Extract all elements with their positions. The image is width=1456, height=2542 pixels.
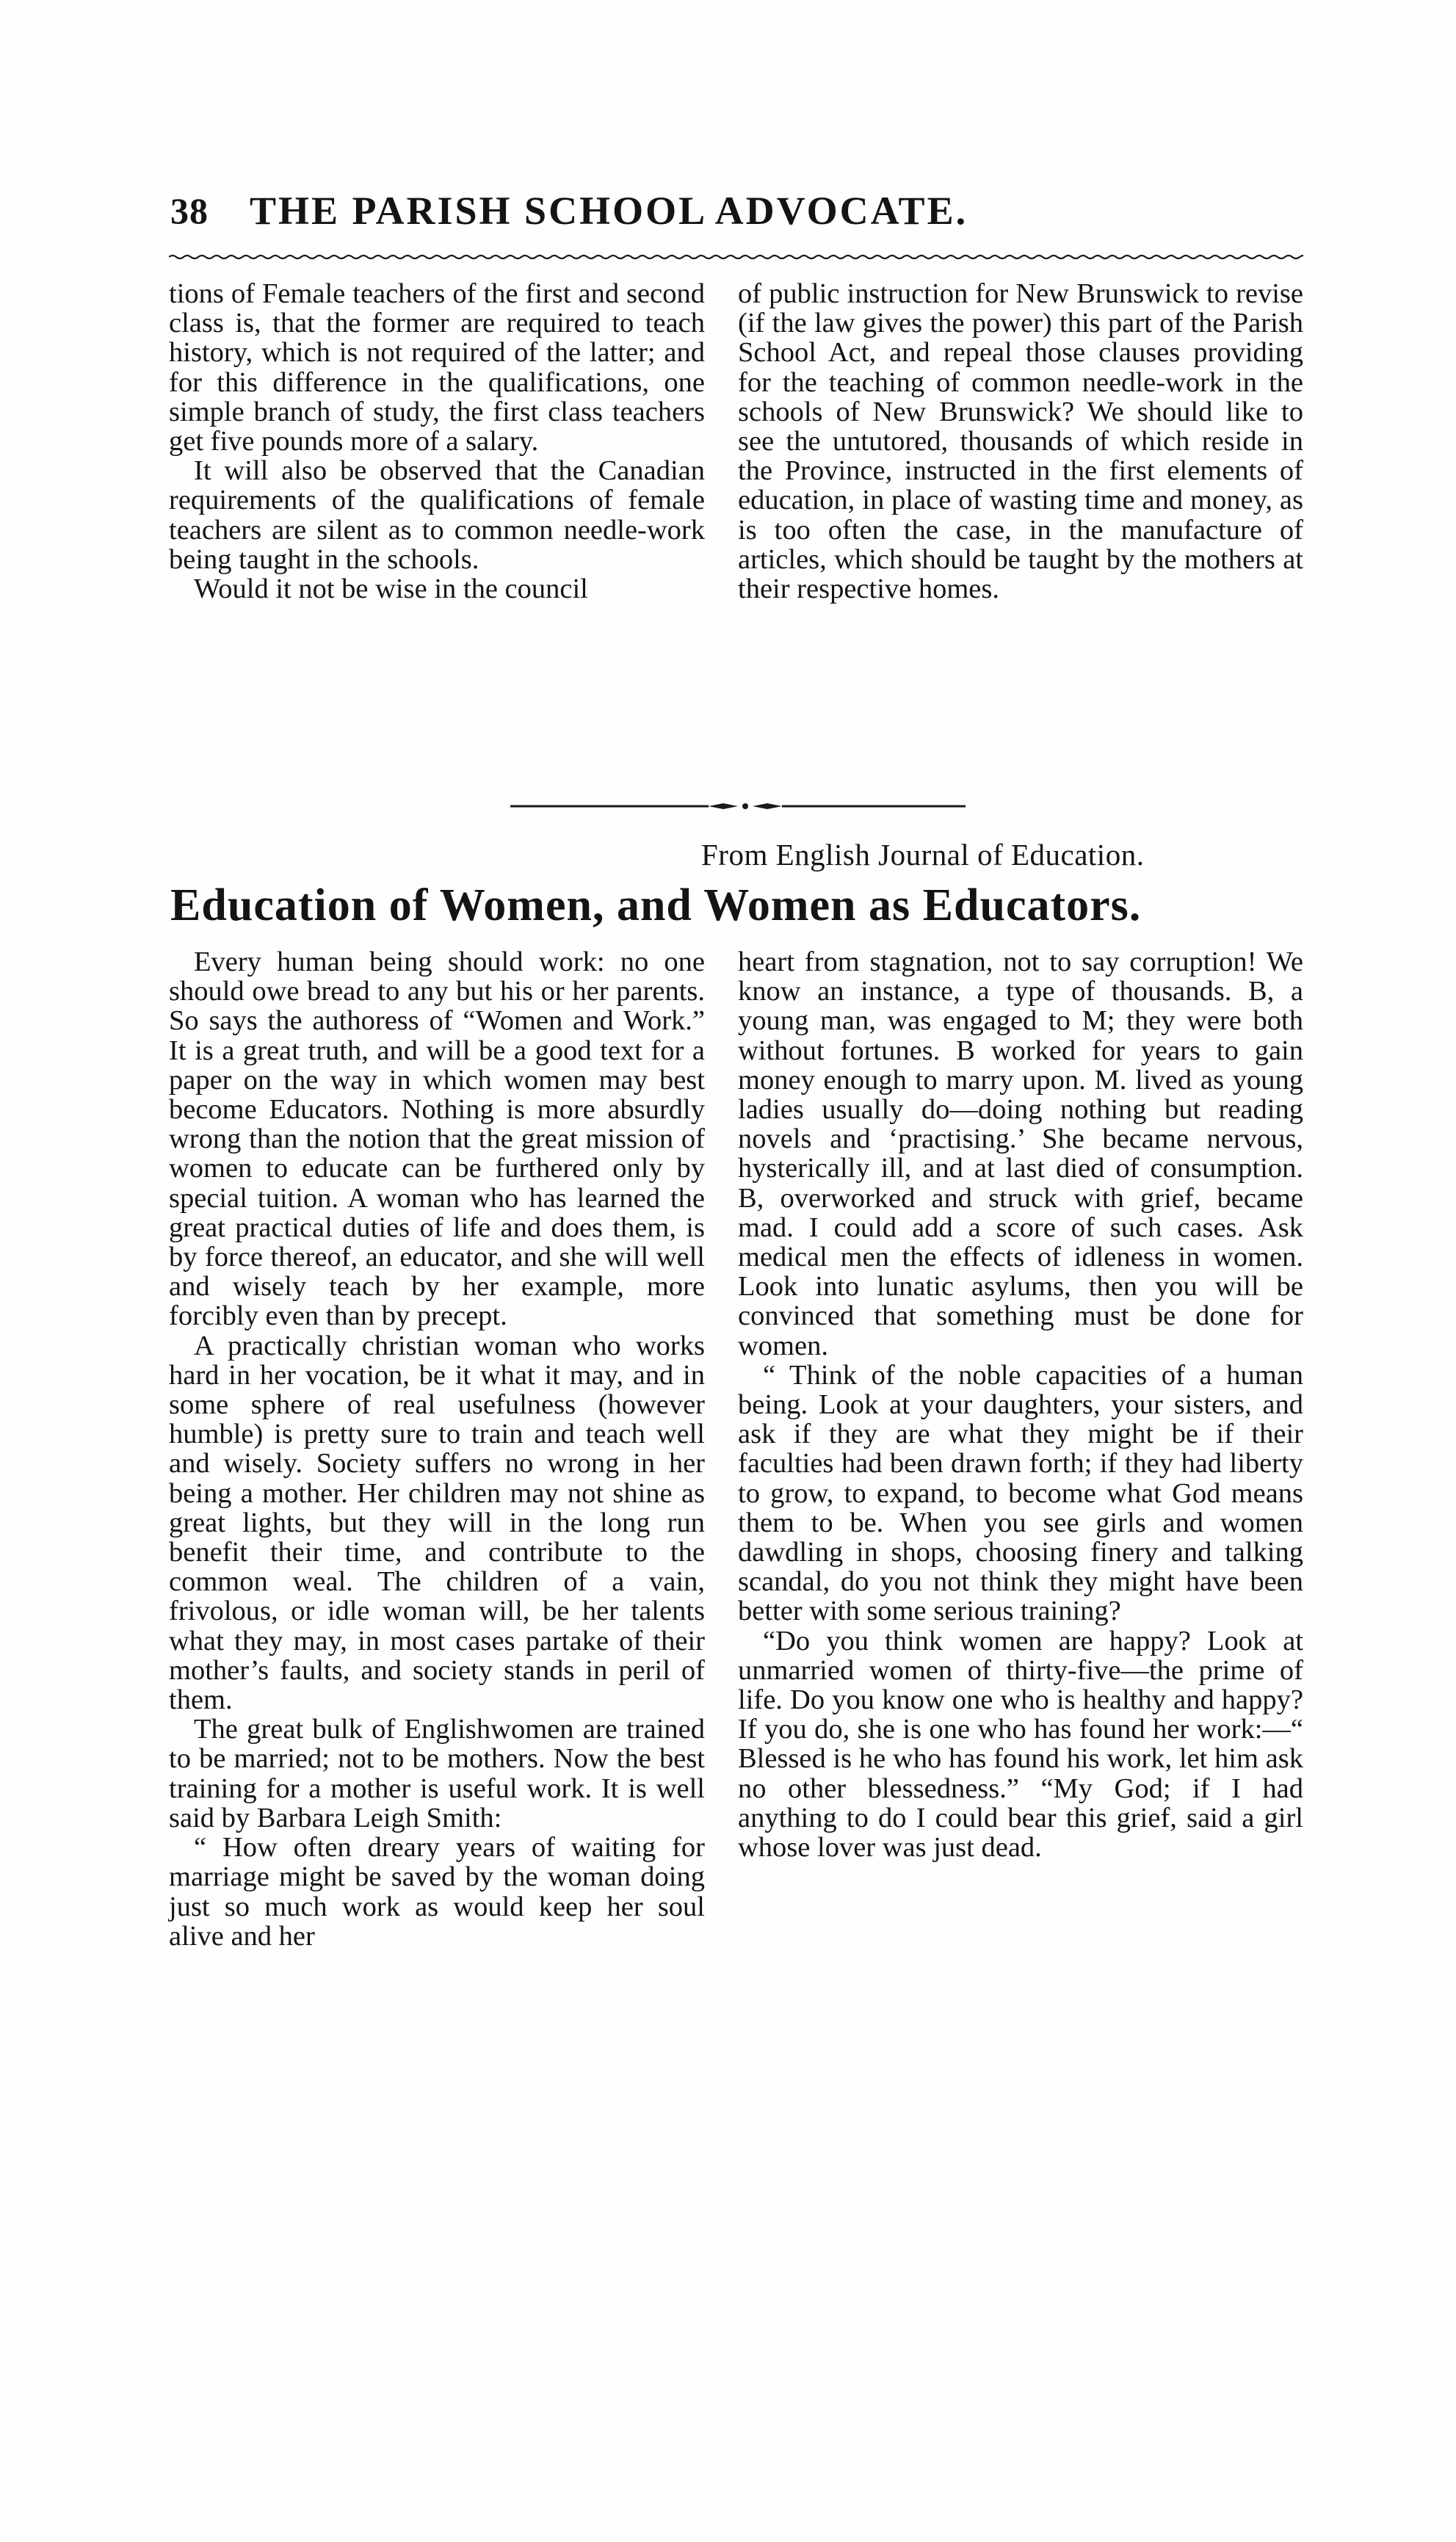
running-head: THE PARISH SCHOOL ADVOCATE. <box>250 189 968 233</box>
paragraph: heart from stagnation, not to say corruption! We know an instance, a type of thousands. B, a young man, was engaged to M; they were both without fortunes. B worked for years to gain money enough to marry upon. M. lived as young ladies usually do—doing nothing but reading novels and ‘practising.’ She became nervous, hysterically ill, and at last died of consumption. B, overworked and struck with grief, became mad. I could add a score of such cases. Ask medical men the effects of idleness in women. Look into lunatic asylums, then you will be convinced that something must be done for women. <box>738 946 1303 1361</box>
paragraph: Every human being should work: no one should owe bread to any but his or her parents. So says the authoress of “Women and Work.” It is a great truth, and will be a good text for a paper on the way in which women may best become Educators. Nothing is more absurdly wrong than the notion that the great mission of women to educate can be furthered only by special tuition. A woman who has learned the great practical duties of life and does them, is by force thereof, an educator, and she will well and wisely teach by her example, more forcibly even than by precept. <box>169 946 705 1332</box>
top-right-column <box>738 279 1303 604</box>
wavy-header-rule <box>169 253 1303 261</box>
article-title: Education of Women, and Women as Educators. <box>170 880 1142 930</box>
paragraph: “Do you think women are happy? Look at unmarried women of thirty-five—the prime of life. Do you know one who is healthy and happy? If you do, she is one who has found her work:—“ Blessed is he who has found his work, let him ask no other blessedness.” “My God; if I had anything to do I could bear this grief, said a girl whose lover was just dead. <box>738 1625 1303 1864</box>
paragraph: The great bulk of Englishwomen are trained to be married; not to be mothers. Now the best training for a mother is useful work. It is well said by Barbara Leigh Smith: <box>169 1714 705 1833</box>
top-left-column <box>169 279 705 604</box>
paragraph: tions of Female teachers of the first and second class is, that the former are required to teach history, which is not required of the latter; and for this difference in the qualifications, one simple branch of study, the first class teachers get five pounds more of a salary. <box>169 278 705 457</box>
article-left-column <box>169 947 705 1951</box>
paragraph: It will also be observed that the Canadian requirements of the qualifications of female teachers are silent as to common needle-work being taught in the schools. <box>169 455 705 575</box>
section-divider-rule <box>510 800 966 812</box>
article-right-column <box>738 947 1303 1862</box>
paragraph: of public instruction for New Brunswick to revise (if the law gives the power) this part of the Parish School Act, and repeal those clauses providing for the teaching of common needle-work in the schools of New Brunswick? We should like to see the untutored, thousands of which reside in the Province, instructed in the first elements of education, in place of wasting time and money, as is too often the case, in the manufacture of articles, which should be taught by the mothers at their respective homes. <box>738 278 1303 605</box>
article-source: From English Journal of Education. <box>701 838 1145 872</box>
paragraph: “ How often dreary years of waiting for marriage might be saved by the woman doing just so much work as would keep her soul alive and her <box>169 1832 705 1952</box>
page-number: 38 <box>170 190 209 231</box>
paragraph: A practically christian woman who works hard in her vocation, be it what it may, and in some sphere of real usefulness (however humble) is pretty sure to train and teach well and wisely. Society suffers no wrong in her being a mother. Her children may not shine as great lights, but they will in the long run benefit their time, and contribute to the common weal. The children of a vain, frivolous, or idle woman will, be her talents what they may, in most cases partake of their mother’s faults, and society stands in peril of them. <box>169 1330 705 1716</box>
paragraph: Would it not be wise in the council <box>194 573 588 605</box>
paragraph: “ Think of the noble capacities of a human being. Look at your daughters, your sisters, and ask if they are what they might be if their faculties had been drawn forth; if they had liberty to grow, to expand, to become what God means them to be. When you see girls and women dawdling in shops, choosing finery and talking scandal, do you not think they might have been better with some serious training? <box>738 1359 1303 1627</box>
